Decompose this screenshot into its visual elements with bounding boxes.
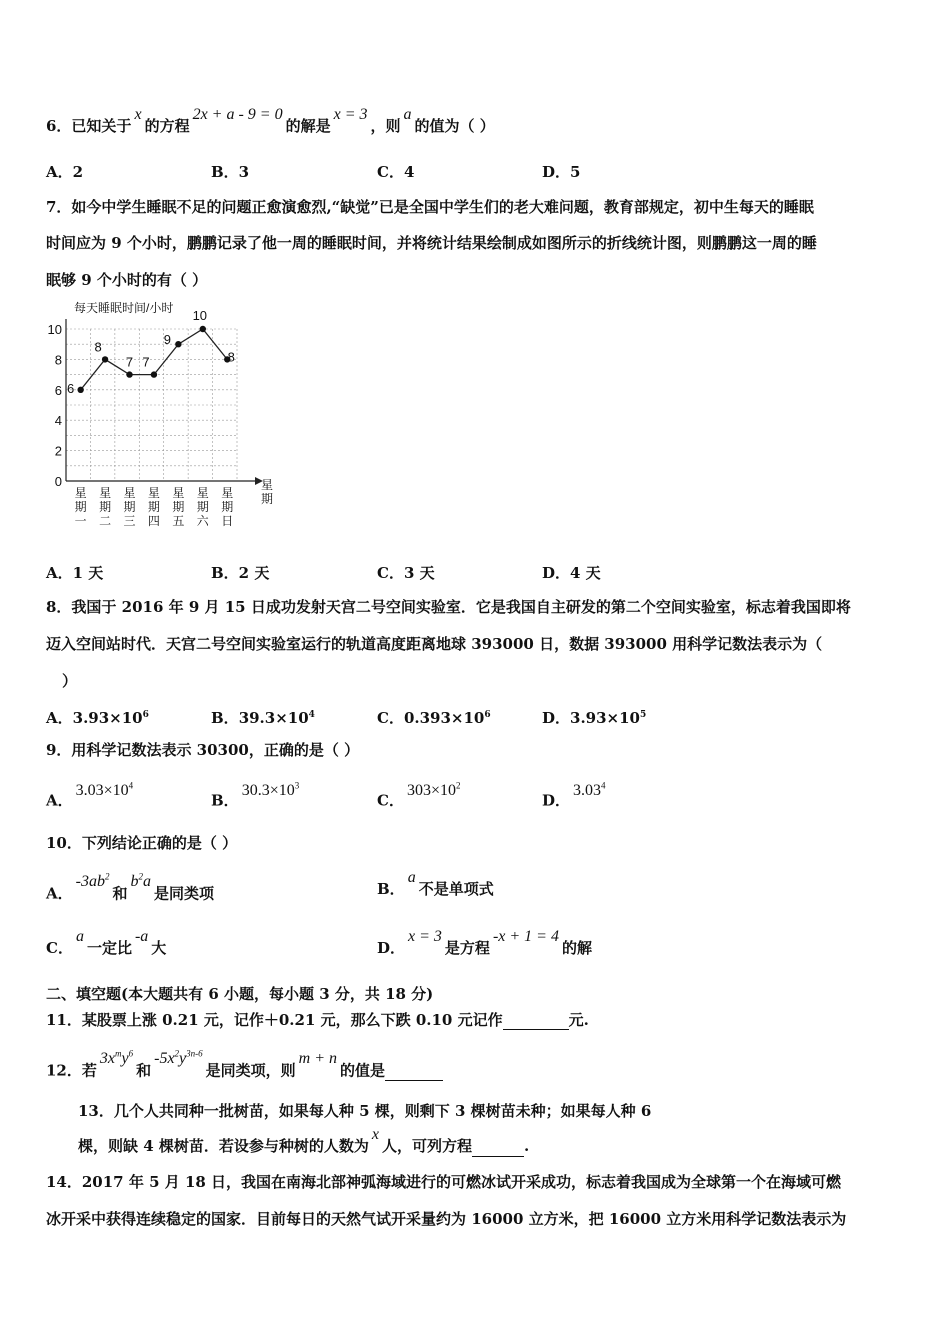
data-point	[151, 371, 157, 377]
q8-option-d: D．$3.93\times 10^5$	[542, 709, 647, 727]
q7-option-b: B．2 天	[211, 564, 270, 582]
x-tick-label: 星	[221, 486, 234, 500]
q10-option-c: C．a一定比-a大	[46, 928, 167, 957]
y-tick-label: 6	[54, 382, 62, 398]
y-tick-label: 4	[54, 413, 62, 429]
x-tick-label: 期	[172, 500, 185, 514]
data-point	[77, 387, 83, 393]
x-tick-label: 期	[74, 500, 87, 514]
q11-answer-blank[interactable]	[503, 1015, 569, 1030]
chart-labels	[48, 300, 273, 528]
data-label: 8	[227, 349, 235, 365]
q14-line-1: 14．2017 年 5 月 18 日，我国在南海北部神弧海域进行的可燃冰试开采成功，标志着我国成为全球第一个在海域可燃	[46, 1173, 842, 1191]
chart-title: 每天睡眠时间/小时	[74, 301, 174, 315]
x-tick-label: 星	[172, 486, 185, 500]
chart-grid	[66, 329, 237, 481]
q9-stem: 9．用科学记数法表示 30300，正确的是（ ）	[46, 741, 360, 759]
q9-option-d: D．3.03$^4$	[542, 781, 606, 810]
q10-stem: 10．下列结论正确的是（ ）	[46, 834, 238, 852]
x-tick-label: 六	[196, 514, 209, 528]
y-tick-label: 2	[54, 443, 62, 459]
x-tick-label: 三	[123, 514, 136, 528]
q7-line-1: 7．如今中学生睡眠不足的问题正愈演愈烈,“缺觉”已是全国中学生们的老大难问题，教育部规定，初中生每天的睡眠	[46, 198, 814, 216]
q10-option-d: D．x = 3是方程-x + 1 = 4的解	[377, 928, 592, 957]
q10-option-b: B．a不是单项式	[377, 869, 494, 898]
q13-answer-blank[interactable]	[472, 1142, 524, 1157]
x-tick-label: 一	[74, 514, 87, 528]
q8-option-a: A．$3.93\times 10^6$	[46, 709, 149, 727]
q14-line-2: 冰开采中获得连续稳定的国家．目前每日的天然气试开采量约为 16000 立方米，把 16000 立方米用科学记数法表示为	[46, 1210, 847, 1228]
data-label: 10	[192, 308, 208, 323]
data-label: 8	[94, 339, 102, 355]
q10-option-a: A．$-3ab^2$和$b^2a$是同类项	[46, 872, 214, 903]
q6-option-a: A．2	[46, 163, 84, 181]
q8-option-b: B．$39.3\times 10^4$	[211, 709, 315, 727]
q8-line-2: 迈入空间站时代．天宫二号空间实验室运行的轨道高度距离地球 393000 日，数据 393000 用科学记数法表示为（	[46, 635, 823, 653]
section-2-title: 二、填空题(本大题共有 6 小题，每小题 3 分，共 18 分)	[46, 985, 434, 1003]
y-tick-label: 8	[54, 352, 62, 368]
x-tick-label: 二	[99, 514, 112, 528]
q6-solution: x = 3	[333, 106, 368, 123]
x-tick-label: 星	[196, 486, 209, 500]
x-tick-label: 星	[74, 486, 87, 500]
q6-option-d: D．5	[542, 163, 581, 181]
q7-option-d: D．4 天	[542, 564, 601, 582]
x-axis-label: 星	[260, 478, 274, 492]
x-axis-label: 期	[260, 492, 274, 506]
q6-var-x: x	[134, 106, 142, 123]
x-tick-label: 星	[147, 486, 160, 500]
q8-line-1: 8．我国于 2016 年 9 月 15 日成功发射天宫二号空间实验室．它是我国自主研发的第二个空间实验室，标志着我国即将	[46, 598, 851, 616]
data-point	[175, 341, 181, 347]
x-tick-label: 四	[147, 514, 160, 528]
data-point	[200, 326, 206, 332]
x-tick-label: 期	[147, 500, 160, 514]
q6-text: 的方程	[144, 117, 190, 135]
q6-text: ，则	[370, 117, 401, 135]
x-tick-label: 星	[99, 486, 112, 500]
q6-text: 的解是	[285, 117, 331, 135]
x-tick-label: 期	[196, 500, 209, 514]
q12-answer-blank[interactable]	[385, 1066, 443, 1081]
q9-option-c: C．$303\times 10^2$	[377, 781, 461, 810]
q6-var-a: a	[403, 106, 412, 123]
y-tick-label: 0	[54, 474, 62, 489]
q8-option-c: C．$0.393\times 10^6$	[377, 709, 491, 727]
data-label: 6	[67, 380, 75, 396]
data-label: 9	[163, 332, 171, 348]
q9-option-b: B．$30.3\times 10^3$	[211, 781, 300, 810]
chart-series	[67, 308, 235, 396]
x-tick-label: 星	[123, 486, 136, 500]
x-tick-label: 期	[123, 500, 136, 514]
question-11: 11．某股票上涨 0.21 元，记作＋0.21 元，那么下跌 0.10 元记作 元.	[46, 1011, 589, 1029]
x-tick-label: 五	[172, 514, 185, 528]
y-tick-label: 10	[47, 322, 62, 337]
data-label: 7	[125, 354, 134, 370]
q7-option-a: A．1 天	[46, 564, 104, 582]
sleep-line-chart	[40, 296, 290, 536]
q6-text: 的值为（ ）	[414, 117, 495, 135]
q13-line-1: 13．几个人共同种一批树苗，如果每人种 5 棵，则剩下 3 棵树苗未种；如果每人种 6	[78, 1102, 652, 1120]
data-point	[102, 356, 108, 362]
question-12: 12．若$3x^my^6$和$-5x^2y^{3n-6}$是同类项，则m + n的值是	[46, 1056, 443, 1081]
x-tick-label: 期	[99, 500, 112, 514]
q9-option-a: A．$3.03\times 10^4$	[46, 781, 134, 810]
q13-line-2: 棵，则缺 4 棵树苗．若设参与种树的人数为x人，可列方程 .	[78, 1126, 530, 1155]
q6-text: 6．已知关于	[46, 117, 132, 135]
q7-line-3: 眠够 9 个小时的有（ ）	[46, 271, 208, 289]
x-tick-label: 日	[221, 514, 234, 528]
q7-line-2: 时间应为 9 个小时，鹏鹏记录了他一周的睡眠时间，并将统计结果绘制成如图所示的折线统计图，则鹏鹏这一周的睡	[46, 234, 817, 252]
q6-equation: 2x + a - 9 = 0	[192, 106, 283, 123]
q8-line-3: ）	[62, 672, 78, 690]
question-6	[46, 106, 495, 137]
x-tick-label: 期	[221, 500, 234, 514]
q6-option-b: B．3	[211, 163, 250, 181]
q6-option-c: C．4	[377, 163, 415, 181]
q7-option-c: C．3 天	[377, 564, 435, 582]
data-label: 7	[142, 354, 150, 370]
data-point	[126, 371, 132, 377]
